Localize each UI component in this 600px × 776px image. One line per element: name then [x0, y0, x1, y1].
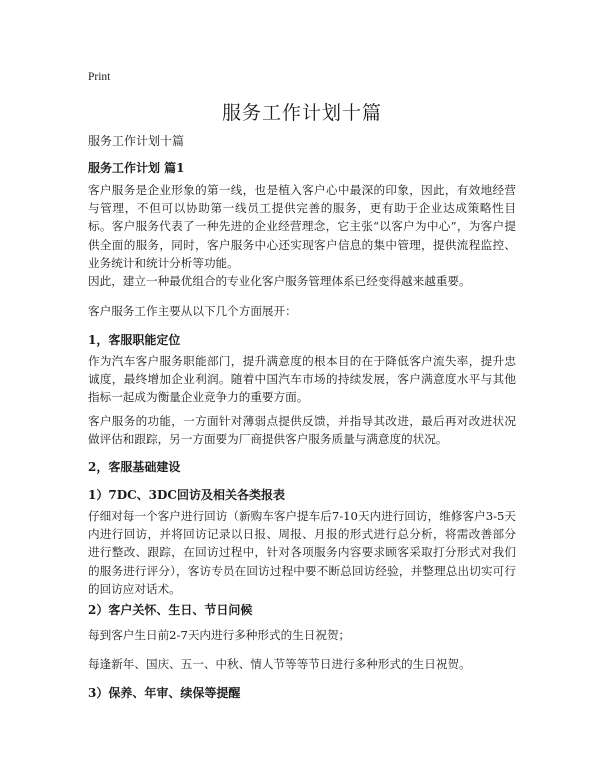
paragraph-intro: 客户服务是企业形象的第一线，也是植入客户心中最深的印象，因此，有效地经营与管理，不但可以协助第一线员工提供完善的服务，更有助于企业达成策略性目标。客户服务代表了一种先进的企业经营理念，它主张“以客户为中心”，为客户提供全面的服务，同时，客户服务中心还实现客户信息的集中管理，提供流程监控、业务统计和统计分析等功能。	[88, 183, 516, 270]
heading-callback-reports: 1）7DC、3DC回访及相关各类报表	[88, 488, 285, 502]
paragraph-importance: 因此，建立一种最优组合的专业化客户服务管理体系已经变得越来越重要。	[88, 274, 471, 288]
paragraph-birthday: 每到客户生日前2-7天内进行多种形式的生日祝贺；	[88, 628, 351, 642]
paragraph-callback: 仔细对每一个客户进行回访（新购车客户提车后7-10天内进行回访，维修客户3-5天内进行回访，并将回访记录以日报、周报、月报的形式进行总分析，将需改善部分进行整改、跟踪，在回访过程中，针对各项服务内容要求顾客采取打分形式对我们的服务进行评分），客访专员在回访过程中要不断总回访经验，并整理总出切实可行的回访应对话术。	[88, 509, 516, 596]
section-heading: 服务工作计划 篇1	[88, 161, 185, 175]
heading-infrastructure: 2，客服基础建设	[88, 460, 181, 474]
paragraph-aspects: 客户服务工作主要从以下几个方面展开：	[88, 304, 297, 318]
document-subtitle: 服务工作计划十篇	[88, 134, 185, 148]
paragraph-role: 作为汽车客户服务职能部门，提升满意度的根本目的在于降低客户流失率，提升忠诚度，最终增加企业利润。随着中国汽车市场的持续发展，客户满意度水平与其他指标一起成为衡量企业竞争力的重要方面。	[88, 354, 516, 405]
page-title: 服务工作计划十篇	[221, 102, 382, 124]
heading-role-positioning: 1，客服职能定位	[88, 333, 181, 347]
heading-reminders: 3）保养、年审、续保等提醒	[88, 686, 241, 700]
heading-customer-care: 2）客户关怀、生日、节日问候	[88, 603, 253, 617]
paragraph-holidays: 每逢新年、国庆、五一、中秋、情人节等等节日进行多种形式的生日祝贺。	[88, 657, 471, 671]
print-link[interactable]: Print	[88, 71, 111, 83]
paragraph-function: 客户服务的功能，一方面针对薄弱点提供反馈，并指导其改进，最后再对改进状况做评估和跟踪，另一方面要为厂商提供客户服务质量与满意度的状况。	[88, 414, 516, 447]
